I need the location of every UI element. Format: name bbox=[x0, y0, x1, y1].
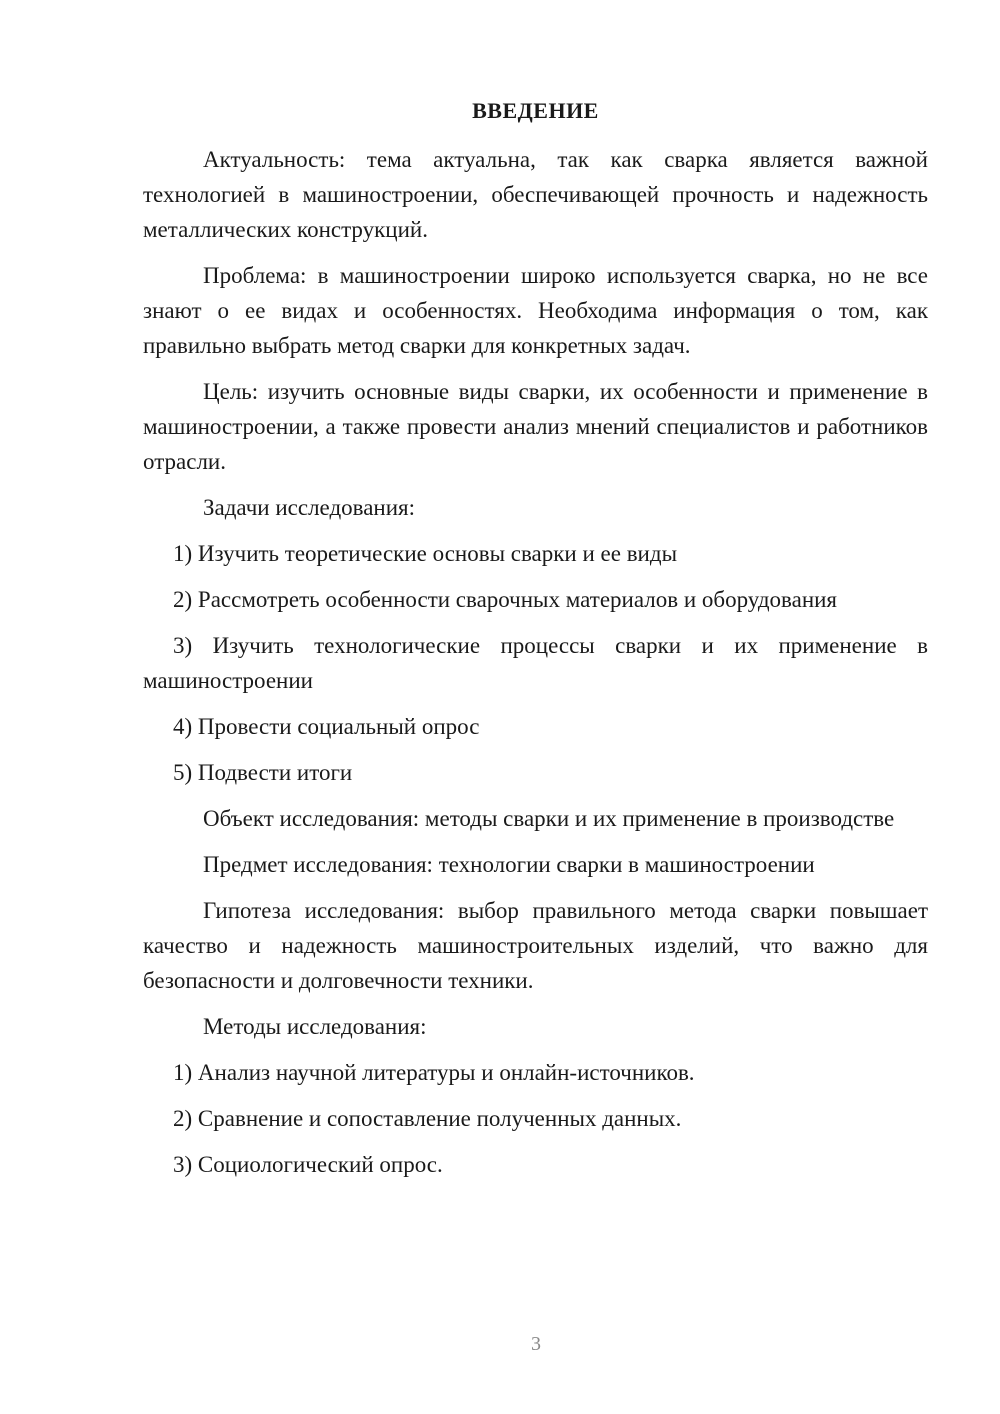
page-content bbox=[143, 96, 928, 1193]
method-item: 1) Анализ научной литературы и онлайн-источников. bbox=[173, 1060, 695, 1085]
page-number: 3 bbox=[531, 1333, 541, 1355]
object-paragraph: Объект исследования: методы сварки и их применение в производстве bbox=[203, 806, 895, 831]
goal-paragraph: Цель: изучить основные виды сварки, их особенности и применение в машиностроении, а также провести анализ мнений специалистов и работников отрасли. bbox=[143, 379, 928, 474]
method-item: 3) Социологический опрос. bbox=[173, 1152, 443, 1177]
problem-paragraph: Проблема: в машиностроении широко используется сварка, но не все знают о ее видах и особенностях. Необходима информация о том, как правильно выбрать метод сварки для конкретных задач. bbox=[143, 263, 928, 358]
task-item: 1) Изучить теоретические основы сварки и ее виды bbox=[173, 541, 678, 566]
method-item: 2) Сравнение и сопоставление полученных данных. bbox=[173, 1106, 682, 1131]
hypothesis-paragraph: Гипотеза исследования: выбор правильного метода сварки повышает качество и надежность машиностроительных изделий, что важно для безопасности и долговечности техники. bbox=[143, 898, 928, 993]
subject-paragraph: Предмет исследования: технологии сварки в машиностроении bbox=[203, 852, 815, 877]
methods-heading: Методы исследования: bbox=[203, 1014, 427, 1039]
task-item: 2) Рассмотреть особенности сварочных материалов и оборудования bbox=[173, 587, 838, 612]
section-title: ВВЕДЕНИЕ bbox=[472, 98, 599, 123]
task-item: 5) Подвести итоги bbox=[173, 760, 353, 785]
task-item: 4) Провести социальный опрос bbox=[173, 714, 480, 739]
task-item: 3) Изучить технологические процессы сварки и их применение в машиностроении bbox=[143, 633, 928, 693]
relevance-paragraph: Актуальность: тема актуальна, так как сварка является важной технологией в машиностроении, обеспечивающей прочность и надежность металлических конструкций. bbox=[143, 147, 928, 242]
tasks-heading: Задачи исследования: bbox=[203, 495, 416, 520]
